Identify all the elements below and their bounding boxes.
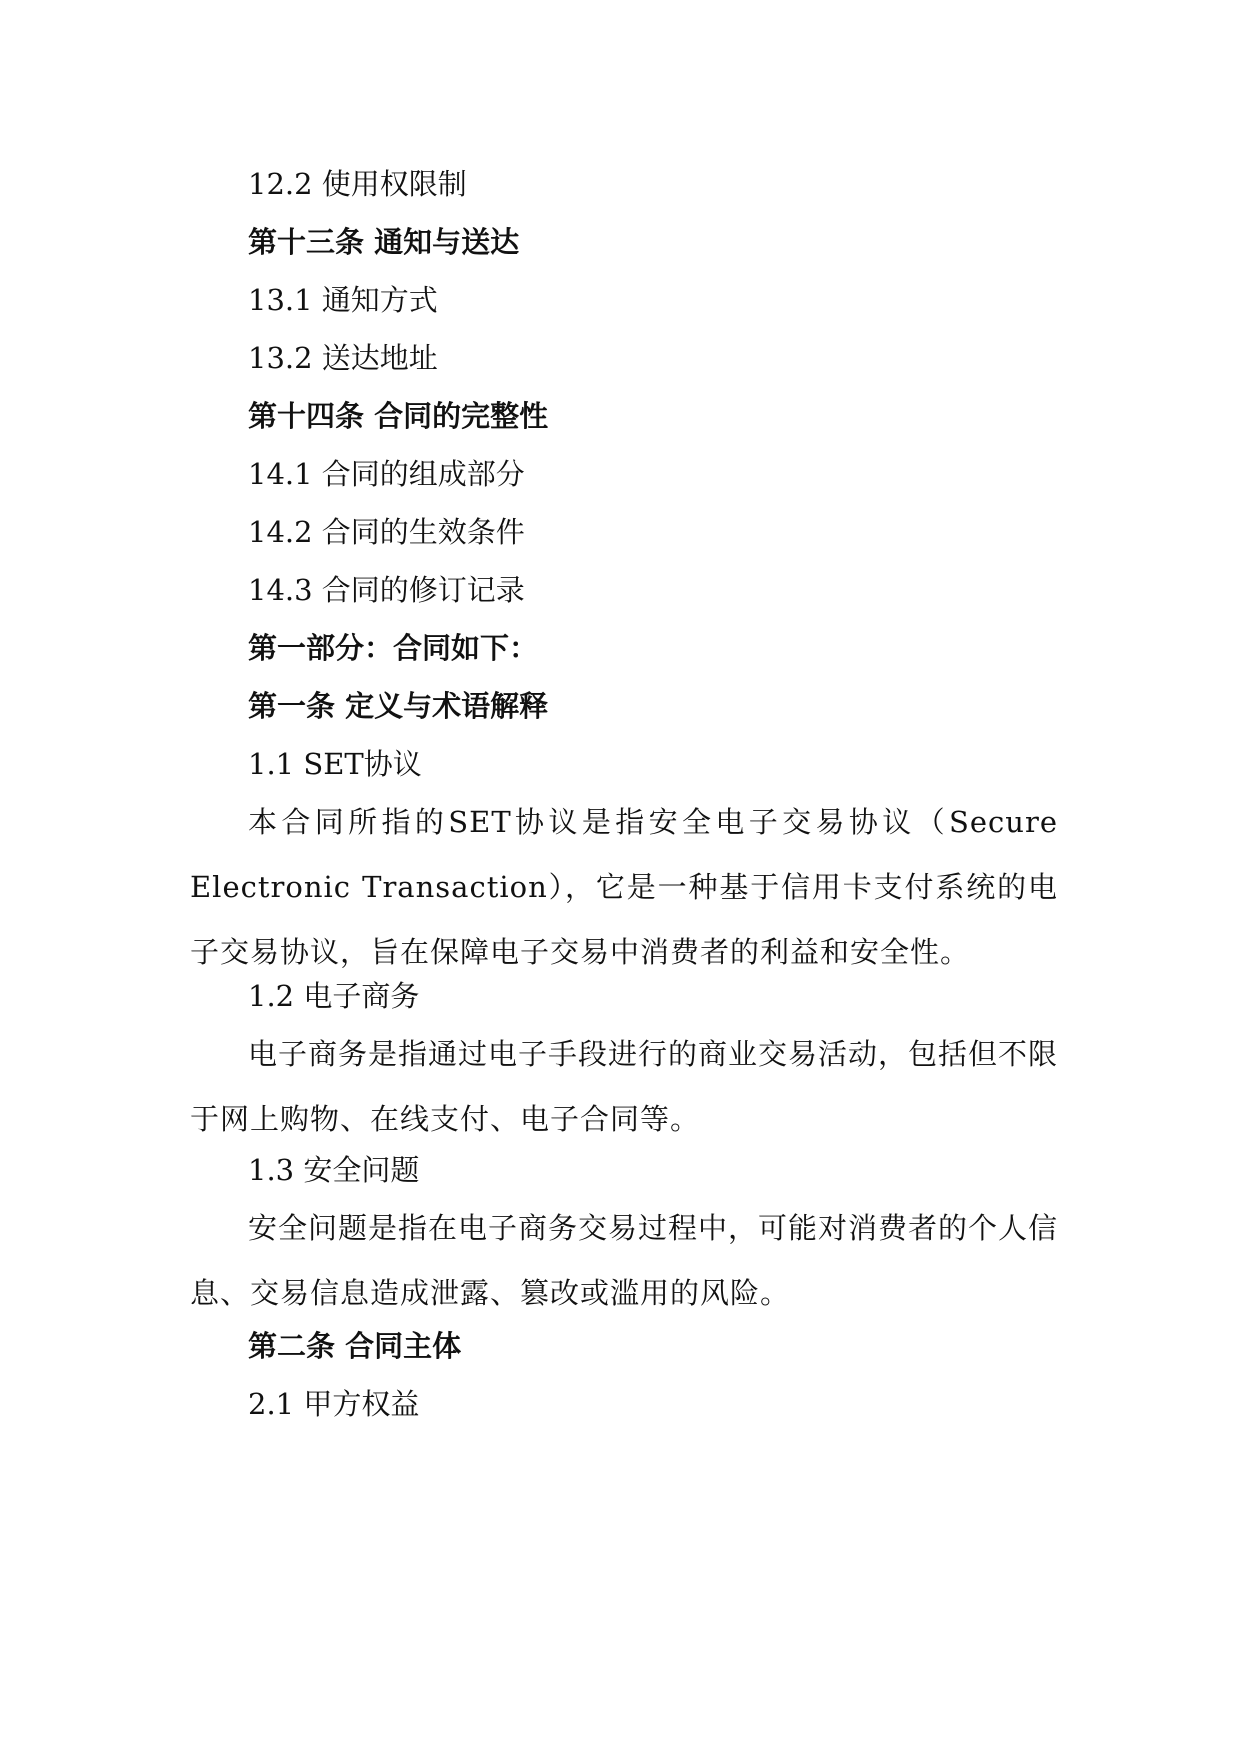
- clause-13-2: 13.2 送达地址: [248, 341, 438, 375]
- clause-1-2: 1.2 电子商务: [248, 979, 420, 1013]
- clause-2-1: 2.1 甲方权益: [248, 1387, 420, 1421]
- article-1-title: 第一条 定义与术语解释: [248, 689, 549, 723]
- clause-1-2-paragraph: 电子商务是指通过电子手段进行的商业交易活动，包括但不限于网上购物、在线支付、电子合同等。: [190, 1037, 1059, 1136]
- article-14-title: 第十四条 合同的完整性: [248, 399, 549, 433]
- article-2-title: 第二条 合同主体: [248, 1329, 462, 1363]
- clause-13-1: 13.1 通知方式: [248, 283, 438, 317]
- clause-14-2: 14.2 合同的生效条件: [248, 515, 525, 549]
- clause-1-3: 1.3 安全问题: [248, 1153, 420, 1187]
- part-1-title: 第一部分：合同如下：: [248, 631, 539, 665]
- article-13-title: 第十三条 通知与送达: [248, 225, 520, 259]
- clause-1-1: 1.1 SET协议: [248, 747, 422, 781]
- clause-12-2: 12.2 使用权限制: [248, 167, 467, 201]
- clause-1-3-paragraph: 安全问题是指在电子商务交易过程中，可能对消费者的个人信息、交易信息造成泄露、篡改或滥用的风险。: [190, 1211, 1059, 1310]
- clause-1-1-paragraph: 本合同所指的SET协议是指安全电子交易协议（Secure Electronic Transaction），它是一种基于信用卡支付系统的电子交易协议，旨在保障电子交易中消费者的利益和安全性。: [190, 805, 1058, 969]
- clause-14-3: 14.3 合同的修订记录: [248, 573, 525, 607]
- clause-14-1: 14.1 合同的组成部分: [248, 457, 525, 491]
